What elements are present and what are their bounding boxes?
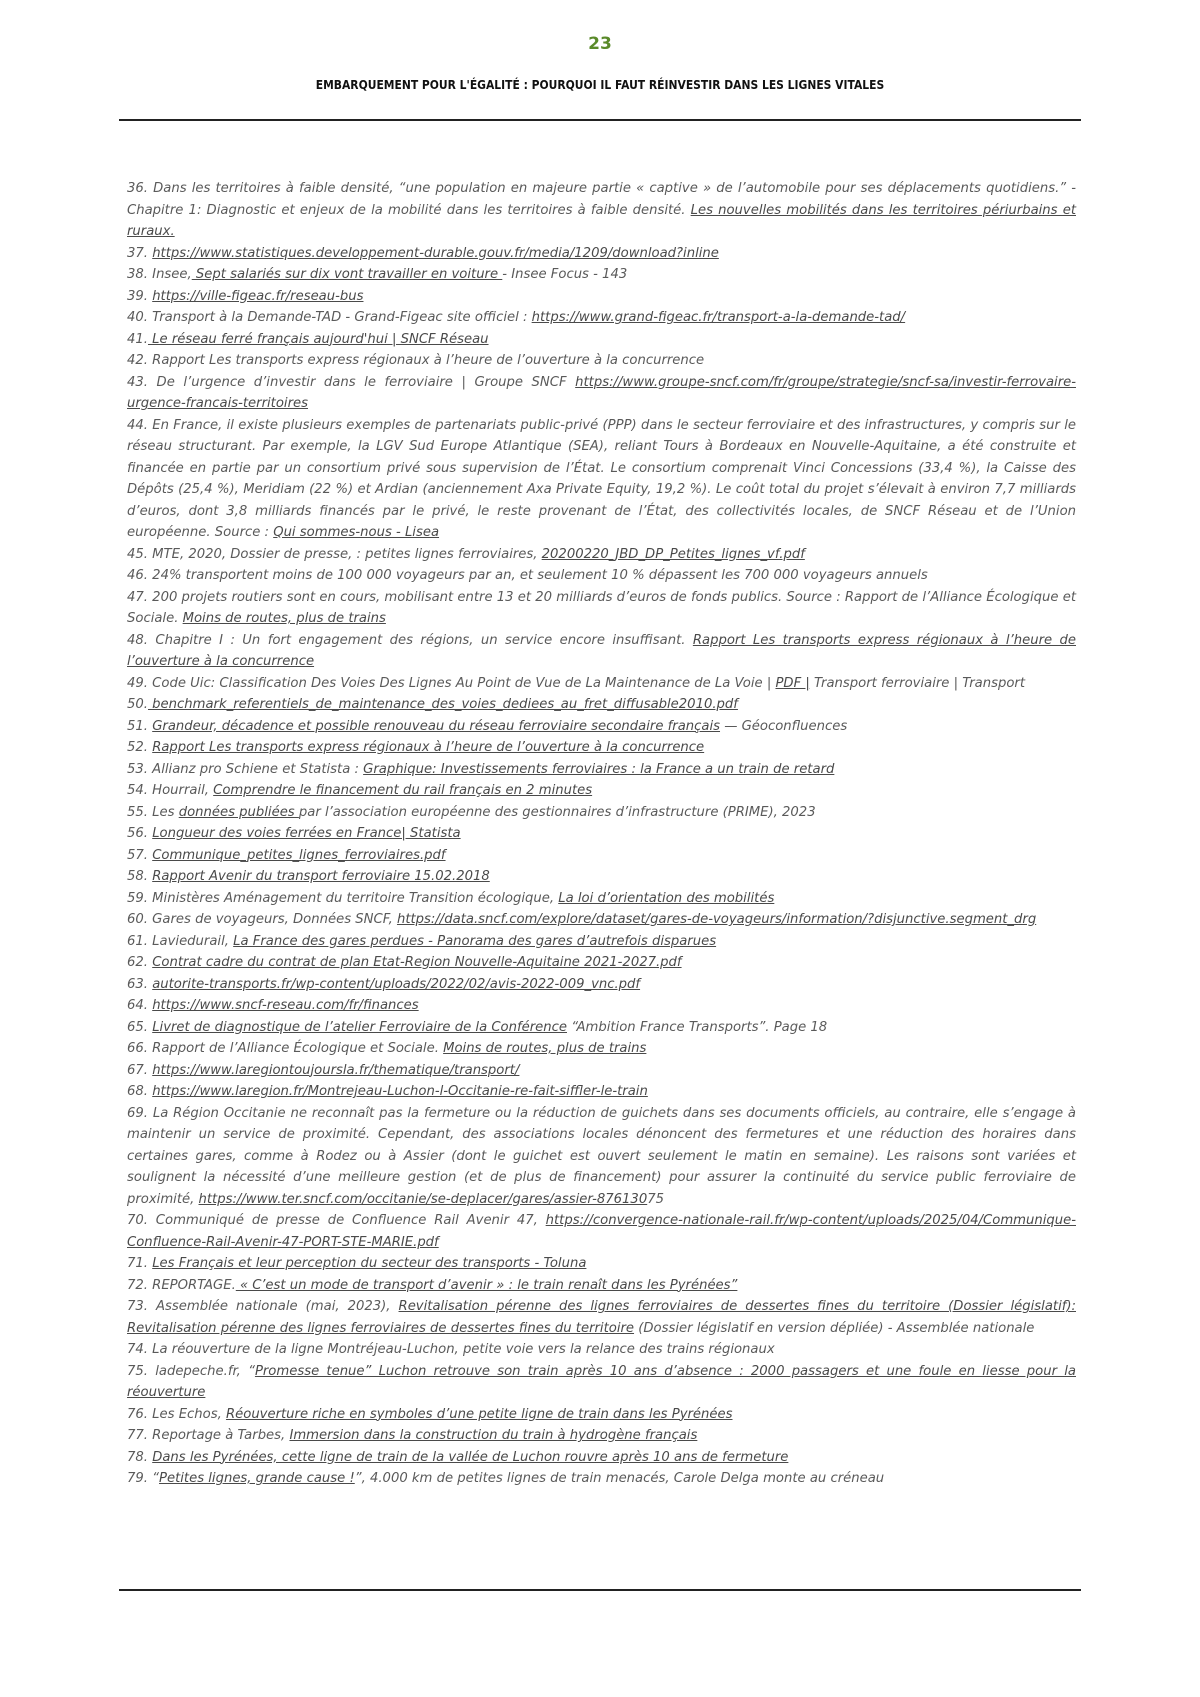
endnote-link[interactable]: Livret de diagnostique de l’atelier Ferroviaire de la Conférence [152,1019,567,1035]
endnote-link[interactable]: https://www.grand-figeac.fr/transport-a-la-demande-tad/ [531,310,906,325]
endnote-number: 77. [127,1428,148,1443]
endnote-number: 48. [127,632,148,648]
header-rule [119,119,1081,121]
endnote-number: 75. [127,1363,148,1379]
endnote-text: ”, 4.000 km de petites lignes de train menacés, Carole Delga monte au créneau [354,1471,885,1486]
endnote-number: 42. [127,353,148,368]
endnote-text: Rapport de l’Alliance Écologique et Sociale. [147,1041,444,1056]
endnote-number: 44. [127,417,148,433]
endnote-text: “Ambition France Transports”. Page 18 [567,1019,828,1035]
endnote-text: En France, il existe plusieurs exemples de partenariats public-privé (PPP) dans le secteur ferroviaire et des infrastructures, y compris sur le réseau structurant. Par exemple, la LGV Sud Europe Atlantique (SEA), reliant Tours à Bordeaux en Nouvelle-Aquitaine, a été construite et financée en partie par un consortium privé sous supervision de l’État. Le consortium comprenait Vinci Concessions (33,4 %), la Caisse des Dépôts (25,4 %), Meridiam (22 %) et Ardian (anciennement Axa Private Equity, 19,2 %). Le coût total du projet s’élevait à environ 7,7 milliards d’euros, dont 3,8 milliards financés par le privé, le reste provenant de l’État, des collectivités locales, de SNCF Réseau et de l’Union européenne. Source : [127,417,1076,540]
endnote-link[interactable]: https://www.statistiques.developpement-durable.gouv.fr/media/1209/download?inline [152,245,719,261]
endnote-link[interactable]: La France des gares perdues - Panorama des gares d’autrefois disparues [233,933,717,949]
endnotes-list [127,178,1076,1490]
endnote-text: ladepeche.fr, “ [147,1363,255,1379]
endnote-link[interactable]: Communique_petites_lignes_ferroviaires.pdf [152,847,446,863]
endnote-number: 60. [127,912,148,927]
endnote-36 [127,178,1076,243]
endnote-57 [127,845,1076,867]
endnote-number: 53. [127,761,148,777]
endnote-link[interactable]: Petites lignes, grande cause ! [159,1471,355,1486]
page-number: 23 [588,34,612,54]
endnote-link[interactable]: benchmark_referentiels_de_maintenance_des_voies_dediees_au_fret_diffusable2010.pdf [147,697,738,712]
endnote-link[interactable]: Dans les Pyrénées, cette ligne de train de la vallée de Luchon rouvre après 10 ans de fermeture [152,1449,789,1465]
endnote-text: Les [147,804,179,820]
endnote-link[interactable]: Grandeur, décadence et possible renouveau du réseau ferroviaire secondaire français [152,718,721,734]
endnote-72 [127,1275,1076,1297]
endnote-56 [127,823,1076,845]
endnote-link[interactable]: Graphique: Investissements ferroviaires : la France a un train de retard [363,761,835,777]
endnote-69 [127,1103,1076,1211]
endnote-text: Gares de voyageurs, Données SNCF, [147,912,397,927]
endnote-link[interactable]: Les Français et leur perception du secteur des transports - Toluna [152,1256,587,1271]
endnote-link[interactable]: La loi d’orientation des mobilités [558,890,775,906]
endnote-77 [127,1425,1076,1447]
endnote-number: 37. [127,245,148,261]
endnote-70 [127,1210,1076,1253]
endnote-link[interactable]: Immersion dans la construction du train à hydrogène français [289,1428,698,1443]
endnote-62 [127,952,1076,974]
endnote-number: 43. [127,374,148,390]
endnote-number: 79. [127,1471,148,1486]
endnote-number: 50. [127,697,148,712]
endnote-text: (Dossier législatif en version dépliée) - Assemblée nationale [634,1320,1035,1336]
endnote-number: 68. [127,1084,148,1099]
endnote-number: 74. [127,1342,148,1357]
endnote-link[interactable]: https://convergence-nationale-rail.fr/wp-content/uploads/2025/04/Communique-Confluence-Rail-Avenir-47-PORT-STE-MARIE.pdf [127,1213,1076,1250]
endnote-text: De l’urgence d’investir dans le ferroviaire | Groupe SNCF [147,374,576,390]
endnote-link[interactable]: https://data.sncf.com/explore/dataset/gares-de-voyageurs/information/?disjunctive.segment_drg [396,912,1037,927]
endnote-47 [127,587,1076,630]
endnote-link[interactable]: Moins de routes, plus de trains [182,611,386,626]
endnote-number: 63. [127,976,148,992]
endnote-link[interactable]: https://www.laregiontoujoursla.fr/thematique/transport/ [152,1062,520,1078]
endnote-link[interactable]: autorite-transports.fr/wp-content/uploads/2022/02/avis-2022-009_vnc.pdf [152,976,641,992]
endnote-55 [127,802,1076,824]
endnote-text: La réouverture de la ligne Montréjeau-Luchon, petite voie vers la relance des trains régionaux [147,1342,775,1357]
endnote-text: 24% transportent moins de 100 000 voyageurs par an, et seulement 10 % dépassent les 700 000 voyageurs annuels [147,568,928,583]
endnote-text: Insee, [147,267,192,282]
endnote-number: 57. [127,847,148,863]
endnote-text: Hourrail, [147,783,214,798]
endnote-text: Transport à la Demande-TAD - Grand-Figeac site officiel : [147,310,532,325]
footer-rule [119,1589,1081,1591]
endnote-text: La Région Occitanie ne reconnaît pas la fermeture ou la réduction de guichets dans ses documents officiels, au contraire, elle s’engage à maintenir un service de proximité. Cependant, des associations locales dénoncent des fermetures et une réduction des horaires dans certaines gares, comme à Rodez ou à Assier (dont le guichet est ouvert seulement le matin en semaine). Les raisons sont variées et soulignent la nécessité d’une meilleure gestion (et de plus de financement) pour assurer la continuité du service public ferroviaire de proximité, [127,1105,1076,1207]
endnote-68 [127,1081,1076,1103]
endnote-text: Communiqué de presse de Confluence Rail Avenir 47, [147,1213,546,1228]
endnote-number: 65. [127,1019,148,1035]
endnote-link[interactable]: « C’est un mode de transport d’avenir » : le train renaît dans les Pyrénées” [235,1277,738,1293]
endnote-text: Reportage à Tarbes, [147,1428,290,1443]
endnote-43 [127,372,1076,415]
endnote-text: Rapport Les transports express régionaux à l’heure de l’ouverture à la concurrence [147,353,705,368]
endnote-link[interactable]: Sept salariés sur dix vont travailler en voiture [191,267,503,282]
endnote-link[interactable]: https://www.groupe-sncf.com/fr/groupe/strategie/sncf-sa/investir-ferrovaire-urgence-francais-territoires [127,374,1076,411]
endnote-38 [127,264,1076,286]
endnote-number: 55. [127,804,148,820]
endnote-number: 70. [127,1213,148,1228]
endnote-59 [127,888,1076,910]
endnote-number: 64. [127,998,148,1013]
endnote-text: MTE, 2020, Dossier de presse, : petites lignes ferroviaires, [147,546,542,562]
endnote-58 [127,866,1076,888]
endnote-number: 36. [127,181,148,196]
endnote-number: 71. [127,1256,148,1271]
endnote-number: 66. [127,1041,148,1056]
endnote-54 [127,780,1076,802]
endnote-50 [127,694,1076,716]
endnote-text: Transport ferroviaire | Transport [809,675,1026,691]
endnote-number: 38. [127,267,148,282]
endnote-link[interactable]: Promesse tenue” Luchon retrouve son train après 10 ans d’absence : 2000 passagers et une foule en liesse pour la réouverture [127,1363,1076,1400]
endnote-63 [127,974,1076,996]
endnote-text: Laviedurail, [147,933,234,949]
endnote-76 [127,1404,1076,1426]
endnote-text: REPORTAGE. [147,1277,236,1293]
endnote-60 [127,909,1076,931]
endnote-number: 73. [127,1299,148,1314]
endnote-66 [127,1038,1076,1060]
endnote-link[interactable]: Contrat cadre du contrat de plan Etat-Region Nouvelle-Aquitaine 2021-2027.pdf [152,955,682,970]
endnote-45 [127,544,1076,566]
endnote-link[interactable]: https://www.sncf-reseau.com/fr/finances [152,998,419,1013]
endnote-link[interactable]: 20200220_JBD_DP_Petites_lignes_vf.pdf [541,546,805,562]
endnote-text: — Géoconfluences [720,718,848,734]
endnote-number: 61. [127,933,148,949]
endnote-text: Chapitre I : Un fort engagement des régions, un service encore insuffisant. [147,632,693,648]
endnote-number: 51. [127,718,148,734]
endnote-number: 69. [127,1105,148,1121]
endnote-64 [127,995,1076,1017]
endnote-44 [127,415,1076,544]
endnote-61 [127,931,1076,953]
endnote-52 [127,737,1076,759]
endnote-link[interactable]: Comprendre le financement du rail français en 2 minutes [213,783,593,798]
endnote-link[interactable]: Rapport Avenir du transport ferroviaire 15.02.2018 [152,869,490,884]
endnote-46 [127,565,1076,587]
endnote-37 [127,243,1076,265]
endnote-text: Assemblée nationale (mai, 2023), [147,1299,399,1314]
endnote-link[interactable]: Longueur des voies ferrées en France| Statista [152,826,461,841]
endnote-text: “ [147,1471,160,1486]
endnote-number: 46. [127,568,148,583]
endnote-53 [127,759,1076,781]
endnote-number: 47. [127,589,148,605]
endnote-link[interactable]: https://www.ter.sncf.com/occitanie/se-deplacer/gares/assier-876130 [198,1191,648,1207]
endnote-text: 75 [647,1191,664,1207]
endnote-number: 56. [127,826,148,841]
endnote-text: - Insee Focus - 143 [502,267,628,282]
endnote-link[interactable]: https://ville-figeac.fr/reseau-bus [152,288,364,304]
endnote-79 [127,1468,1076,1490]
endnote-text: Allianz pro Schiene et Statista : [147,761,364,777]
endnote-text: Ministères Aménagement du territoire Transition écologique, [147,890,559,906]
endnote-number: 76. [127,1406,148,1422]
endnote-78 [127,1447,1076,1469]
endnote-75 [127,1361,1076,1404]
endnote-73 [127,1296,1076,1339]
endnote-number: 59. [127,890,148,906]
endnote-42 [127,350,1076,372]
endnote-41 [127,329,1076,351]
endnote-link[interactable]: Revitalisation pérenne des lignes ferroviaires de dessertes fines du territoire (Dossier législatif): Revitalisation pérenne des lignes ferroviaires de dessertes fines du territoire [127,1299,1076,1336]
endnote-text: 200 projets routiers sont en cours, mobilisant entre 13 et 20 milliards d’euros de fonds publics. Source : Rapport de l’Alliance Écologique et Sociale. [127,589,1076,626]
endnote-39 [127,286,1076,308]
endnote-text: par l’association européenne des gestionnaires d’infrastructure (PRIME), 2023 [298,804,816,820]
endnote-51 [127,716,1076,738]
endnote-number: 54. [127,783,148,798]
endnote-text: Les Echos, [147,1406,226,1422]
endnote-number: 39. [127,288,148,304]
endnote-48 [127,630,1076,673]
endnote-link[interactable]: données publiées [178,804,299,820]
endnote-number: 67. [127,1062,148,1078]
endnote-text: Code Uic: Classification Des Voies Des Lignes Au Point de Vue de La Maintenance de La Voie | [147,675,776,691]
endnote-link[interactable]: Rapport Les transports express régionaux à l’heure de l’ouverture à la concurrence [152,740,705,755]
endnote-link[interactable]: https://www.laregion.fr/Montrejeau-Luchon-l-Occitanie-re-fait-siffler-le-train [152,1084,648,1099]
endnote-number: 45. [127,546,148,562]
endnote-74 [127,1339,1076,1361]
endnote-link[interactable]: Moins de routes, plus de trains [443,1041,647,1056]
endnote-number: 40. [127,310,148,325]
endnote-number: 49. [127,675,148,691]
endnote-link[interactable]: Qui sommes-nous - Lisea [273,525,440,540]
endnote-number: 41. [127,331,148,347]
endnote-number: 52. [127,740,148,755]
endnote-number: 78. [127,1449,148,1465]
endnote-text: Dans les territoires à faible densité, “une population en majeure partie « captive » de l’automobile pour ses déplacements quotidiens.” - Chapitre 1: Diagnostic et enjeux de la mobilité dans les territoires à faible densité. [127,181,1076,218]
endnote-number: 58. [127,869,148,884]
endnote-71 [127,1253,1076,1275]
endnote-link[interactable]: Réouverture riche en symboles d’une petite ligne de train dans les Pyrénées [225,1406,733,1422]
endnote-49 [127,673,1076,695]
endnote-link[interactable]: Les nouvelles mobilités dans les territoires périurbains et ruraux. [127,202,1076,239]
endnote-number: 62. [127,955,148,970]
endnote-number: 72. [127,1277,148,1293]
endnote-link[interactable]: Le réseau ferré français aujourd'hui | SNCF Réseau [147,331,489,347]
endnote-link[interactable]: PDF | [775,675,810,691]
endnote-65 [127,1017,1076,1039]
endnote-67 [127,1060,1076,1082]
endnote-link[interactable]: Rapport Les transports express régionaux à l’heure de l’ouverture à la concurrence [127,632,1076,669]
endnote-40 [127,307,1076,329]
running-title: EMBARQUEMENT POUR L'ÉGALITÉ : POURQUOI IL FAUT RÉINVESTIR DANS LES LIGNES VITALES [315,77,885,92]
